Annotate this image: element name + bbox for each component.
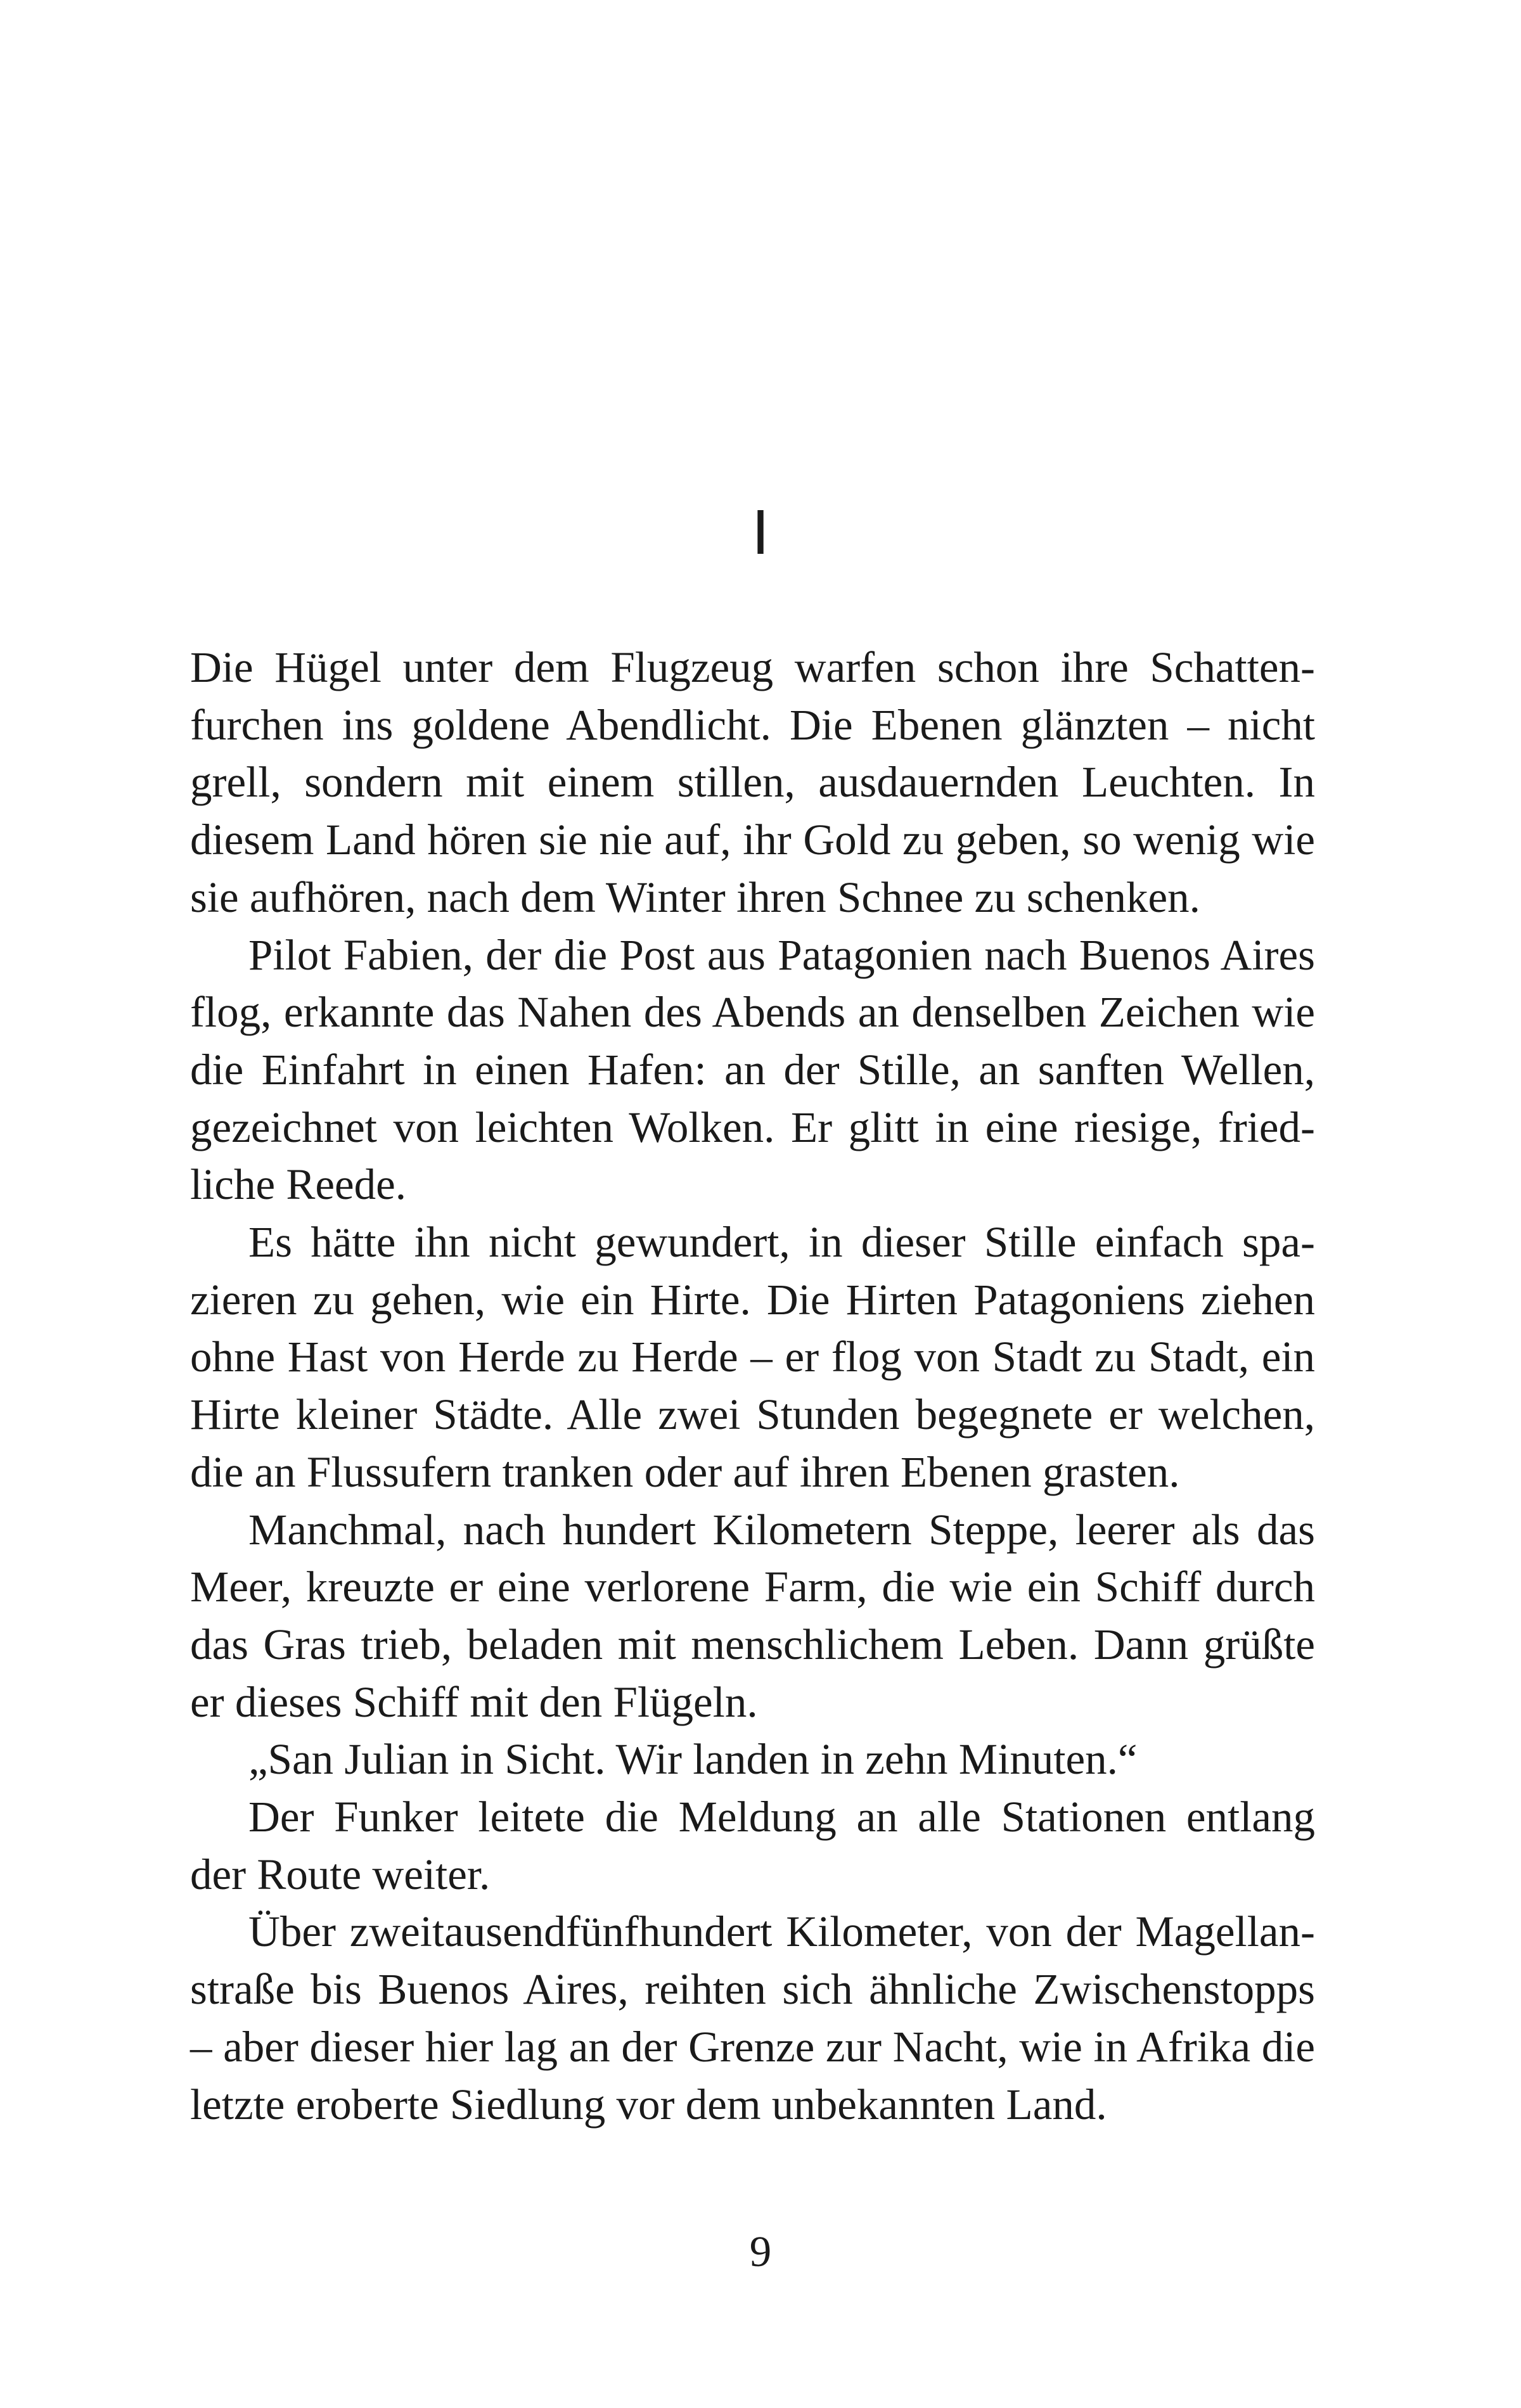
text-line: das Gras trieb, beladen mit menschlichem Leben. Dann grüßte — [190, 1620, 1315, 1668]
text-line: die an Flussufern tranken oder auf ihren Ebenen grasten. — [190, 1447, 1180, 1496]
text-line: grell, sondern mit einem stillen, ausdauernden Leuchten. In — [190, 758, 1315, 807]
text-line: ohne Hast von Herde zu Herde – er flog von Stadt zu Stadt, ein — [190, 1333, 1315, 1381]
paragraph — [190, 1731, 1315, 1788]
paragraph — [190, 926, 1315, 1214]
text-line: er dieses Schiff mit den Flügeln. — [190, 1677, 758, 1726]
text-line: Hirte kleiner Städte. Alle zwei Stunden begegnete er welchen, — [190, 1390, 1315, 1439]
text-line: Es hätte ihn nicht gewundert, in dieser Stille einfach spa- — [248, 1218, 1315, 1267]
text-line: furchen ins goldene Abendlicht. Die Ebenen glänzten – nicht — [190, 700, 1315, 749]
text-line: „San Julian in Sicht. Wir landen in zehn Minuten.“ — [248, 1735, 1138, 1784]
chapter-number: I — [752, 497, 769, 568]
text-line: – aber dieser hier lag an der Grenze zur Nacht, wie in Afrika die — [190, 2022, 1315, 2071]
paragraph — [190, 1788, 1315, 1903]
text-line: Manchmal, nach hundert Kilometern Steppe, leerer als das — [248, 1505, 1315, 1554]
text-line: der Route weiter. — [190, 1850, 491, 1899]
text-line: liche Reede. — [190, 1160, 406, 1209]
text-line: Die Hügel unter dem Flugzeug warfen schon ihre Schatten- — [190, 643, 1315, 691]
paragraph — [190, 639, 1315, 926]
text-line: Über zweitausendfünfhundert Kilometer, von der Magellan- — [248, 1907, 1315, 1956]
text-line: Meer, kreuzte er eine verlorene Farm, die wie ein Schiff durch — [190, 1563, 1315, 1611]
text-line: flog, erkannte das Nahen des Abends an denselben Zeichen wie — [190, 988, 1315, 1037]
text-line: diesem Land hören sie nie auf, ihr Gold zu geben, so wenig wie — [190, 816, 1315, 864]
text-line: Pilot Fabien, der die Post aus Patagonien nach Buenos Aires — [248, 930, 1315, 979]
paragraph — [190, 1903, 1315, 2133]
page-number: 9 — [749, 2227, 772, 2276]
text-line: Der Funker leitete die Meldung an alle Stationen entlang — [248, 1793, 1315, 1841]
text-line: letzte eroberte Siedlung vor dem unbekannten Land. — [190, 2080, 1107, 2129]
paragraph — [190, 1501, 1315, 1731]
text-line: sie aufhören, nach dem Winter ihren Schnee zu schenken. — [190, 873, 1200, 921]
body-text — [190, 639, 1315, 2133]
text-line: die Einfahrt in einen Hafen: an der Stille, an sanften Wellen, — [190, 1045, 1315, 1094]
paragraph — [190, 1214, 1315, 1501]
text-line: gezeichnet von leichten Wolken. Er glitt in eine riesige, fried- — [190, 1103, 1315, 1151]
text-line: zieren zu gehen, wie ein Hirte. Die Hirten Patagoniens ziehen — [190, 1275, 1315, 1324]
text-line: straße bis Buenos Aires, reihten sich ähnliche Zwischenstopps — [190, 1965, 1315, 2014]
